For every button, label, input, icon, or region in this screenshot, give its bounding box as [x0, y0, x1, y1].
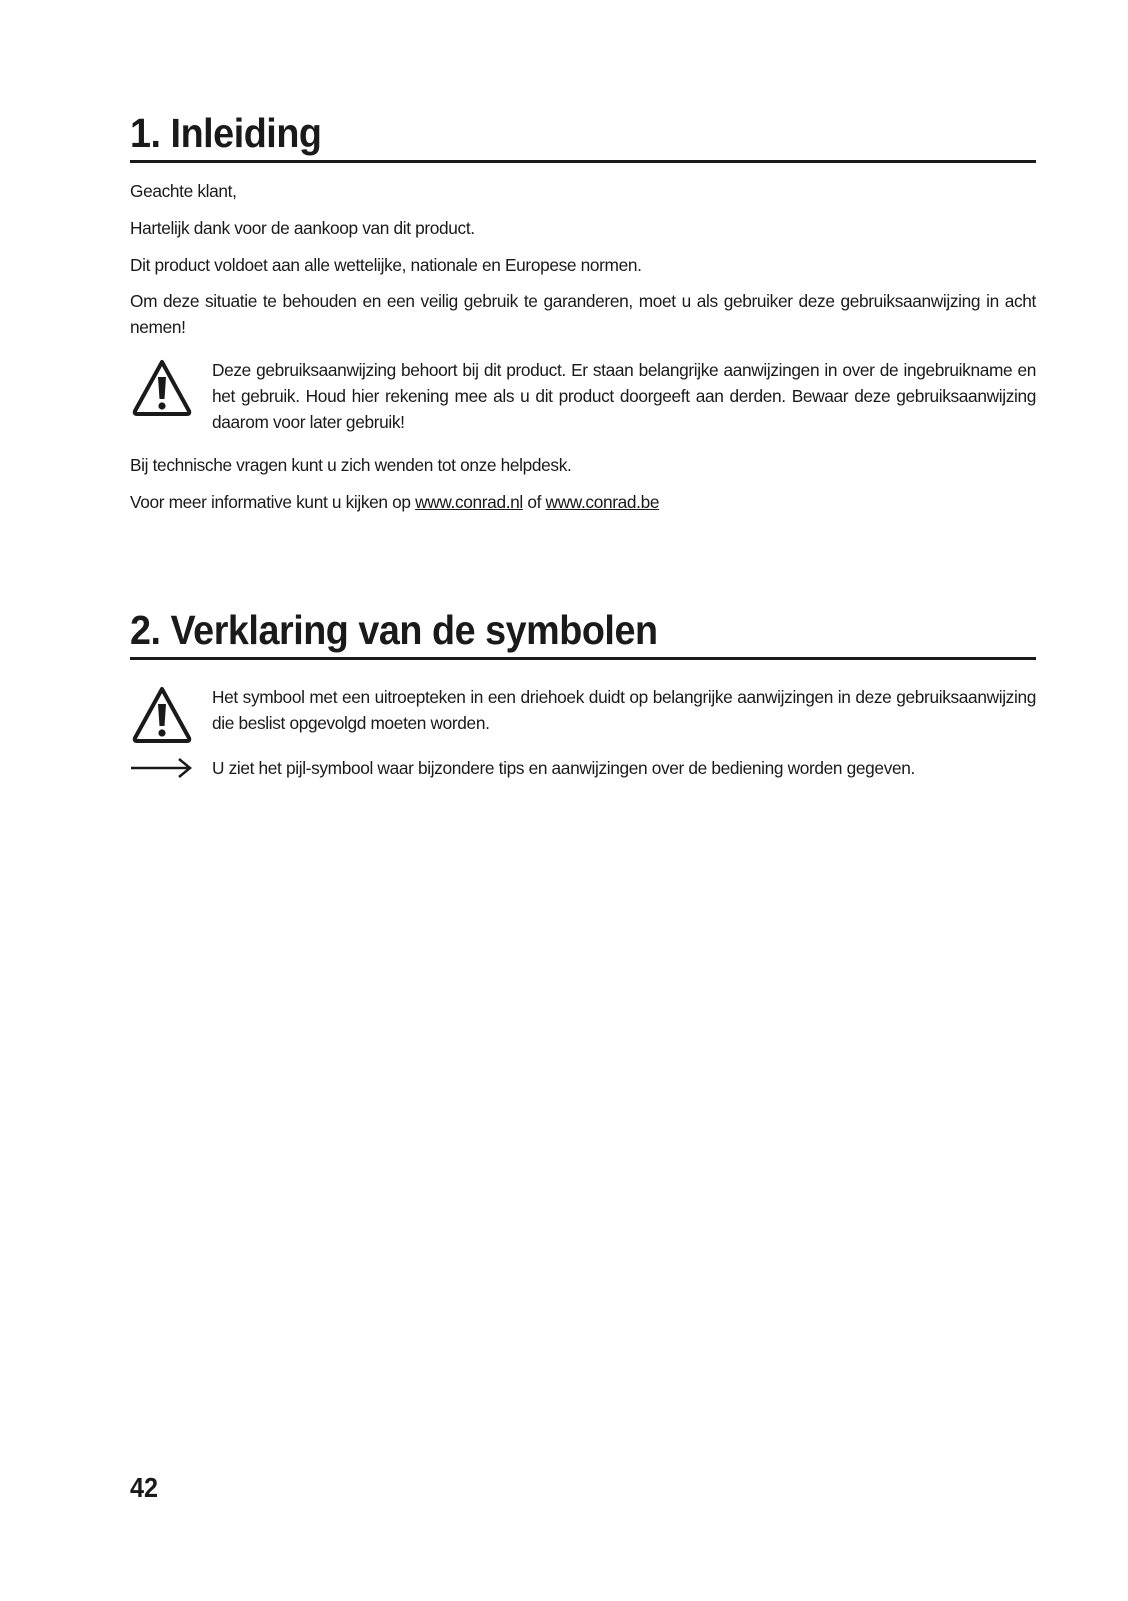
warning-triangle-icon [130, 357, 212, 435]
arrow-symbol-text: U ziet het pijl-symbool waar bijzondere tips en aanwijzingen over de bediening worden gegeven. [212, 758, 915, 778]
arrow-right-icon [130, 755, 212, 786]
info-prefix: Voor meer informative kunt u kijken op [130, 492, 416, 512]
thanks-paragraph: Hartelijk dank voor de aankoop van dit product. [130, 218, 475, 238]
helpdesk-paragraph: Bij technische vragen kunt u zich wenden tot onze helpdesk. [130, 455, 572, 475]
arrow-symbol-explanation [130, 755, 1036, 786]
manual-note [130, 357, 1036, 435]
warning-triangle-icon [130, 684, 212, 749]
info-mid: of [522, 492, 546, 512]
heading-rule [130, 160, 1036, 163]
section-1-title: 1. Inleiding [130, 110, 322, 156]
section-2-heading [130, 607, 1036, 660]
link-conrad-nl[interactable]: www.conrad.nl [415, 492, 523, 512]
manual-note-text: Deze gebruiksaanwijzing behoort bij dit product. Er staan belangrijke aanwijzingen in over de ingebruikname en het gebruik. Houd hier rekening mee als u dit product doorgeeft aan derden. Bewaar deze gebruiksaanwijzing daarom voor later gebruik! [212, 360, 1036, 432]
norms-paragraph: Dit product voldoet aan alle wettelijke, nationale en Europese normen. [130, 255, 642, 275]
warning-symbol-text: Het symbool met een uitroepteken in een driehoek duidt op belangrijke aanwijzingen in deze gebruiksaanwijzing die beslist opgevolgd moeten worden. [212, 687, 1036, 733]
info-paragraph [130, 489, 1036, 515]
link-conrad-be[interactable]: www.conrad.be [545, 492, 660, 512]
heading-rule [130, 657, 1036, 660]
salutation: Geachte klant, [130, 181, 237, 201]
page-number: 42 [130, 1472, 159, 1503]
safety-paragraph: Om deze situatie te behouden en een veilig gebruik te garanderen, moet u als gebruiker deze gebruiksaanwijzing in acht nemen! [130, 291, 1036, 337]
warning-symbol-explanation [130, 684, 1036, 749]
section-1-heading [130, 110, 1036, 163]
section-2-title: 2. Verklaring van de symbolen [130, 607, 658, 653]
